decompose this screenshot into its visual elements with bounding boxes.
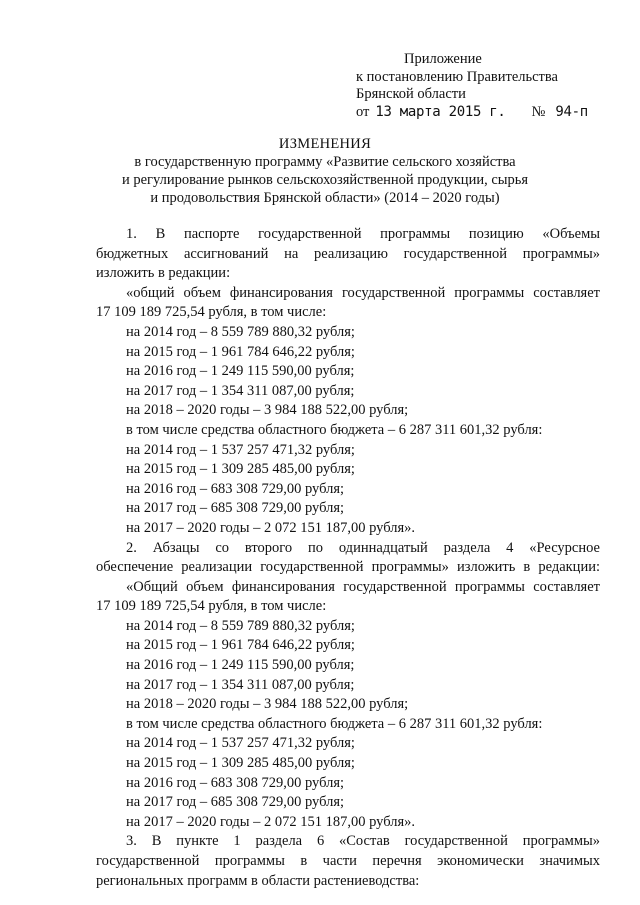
number-value: 94-п	[555, 103, 588, 120]
section-1-item: в том числе средства областного бюджета – 6 287 311 601,32 рубля:	[126, 421, 543, 438]
section-2-item: на 2017 год – 1 354 311 087,00 рубля;	[126, 676, 355, 693]
section-2-item: на 2018 – 2020 годы – 3 984 188 522,00 рубля;	[126, 696, 409, 713]
section-1-item: на 2015 год – 1 961 784 646,22 рубля;	[126, 343, 355, 360]
section-1-item: на 2015 год – 1 309 285 485,00 рубля;	[126, 461, 355, 478]
section-2-item: на 2016 год – 1 249 115 590,00 рубля;	[126, 657, 355, 674]
heading-line-1: в государственную программу «Развитие сельского хозяйства	[134, 154, 516, 170]
section-2-item: на 2015 год – 1 309 285 485,00 рубля;	[126, 755, 355, 772]
heading-title: ИЗМЕНЕНИЯ	[278, 136, 372, 152]
appendix-date-row	[356, 104, 626, 122]
section-2-item: на 2015 год – 1 961 784 646,22 рубля;	[126, 637, 355, 654]
section-3	[96, 832, 600, 891]
section-1	[96, 225, 600, 539]
document-body	[96, 225, 600, 891]
heading-line-3: и продовольствия Брянской области» (2014 – 2020 годы)	[150, 190, 500, 206]
section-2-item: на 2014 год – 8 559 789 880,32 рубля;	[126, 617, 355, 634]
section-2-item: на 2017 год – 685 308 729,00 рубля;	[126, 794, 345, 811]
section-1-lead-line-b: 17 109 189 725,54 рубля, в том числе:	[96, 304, 327, 321]
document-heading	[90, 135, 560, 207]
appendix-block	[356, 51, 626, 121]
section-1-item: на 2017 год – 1 354 311 087,00 рубля;	[126, 382, 355, 399]
date-prefix: от	[356, 103, 370, 120]
section-2-item: на 2017 – 2020 годы – 2 072 151 187,00 рубля».	[126, 813, 416, 830]
section-1-item: на 2014 год – 8 559 789 880,32 рубля;	[126, 323, 355, 340]
section-1-item: на 2014 год – 1 537 257 471,32 рубля;	[126, 441, 355, 458]
section-1-item: на 2017 год – 685 308 729,00 рубля;	[126, 500, 345, 517]
section-1-intro-line-b: бюджетных ассигнований на реализацию государственной программы»	[96, 245, 600, 262]
section-1-lead-line-a: «общий объем финансирования государственной программы составляет	[126, 284, 600, 301]
section-1-item: на 2016 год – 683 308 729,00 рубля;	[126, 480, 345, 497]
heading-line-2: и регулирование рынков сельскохозяйственной продукции, сырья	[121, 172, 529, 188]
section-1-item: на 2016 год – 1 249 115 590,00 рубля;	[126, 363, 355, 380]
section-1-item: на 2017 – 2020 годы – 2 072 151 187,00 рубля».	[126, 519, 416, 536]
section-1-item: на 2018 – 2020 годы – 3 984 188 522,00 рубля;	[126, 402, 409, 419]
section-3-intro-line-a: 3. В пункте 1 раздела 6 «Состав государственной программы»	[126, 833, 600, 850]
number-sign: №	[531, 103, 546, 120]
section-2	[96, 539, 600, 833]
section-2-lead-line-a: «Общий объем финансирования государственной программы составляет	[126, 578, 600, 595]
section-2-item: на 2016 год – 683 308 729,00 рубля;	[126, 774, 345, 791]
section-2-item: на 2014 год – 1 537 257 471,32 рубля;	[126, 735, 355, 752]
section-1-intro-line-a: 1. В паспорте государственной программы позицию «Объемы	[126, 226, 600, 242]
section-2-intro-line-a: 2. Абзацы со второго по одиннадцатый раздела 4 «Ресурсное	[126, 539, 600, 556]
section-2-item: в том числе средства областного бюджета – 6 287 311 601,32 рубля:	[126, 715, 543, 732]
appendix-title: Приложение	[404, 51, 482, 67]
section-3-intro-line-c: региональных программ в области растениеводства:	[96, 872, 420, 889]
appendix-line-decree: к постановлению Правительства	[356, 68, 558, 85]
section-1-intro-line-c: изложить в редакции:	[96, 265, 231, 282]
appendix-line-region: Брянской области	[356, 86, 466, 102]
section-2-lead-line-b: 17 109 189 725,54 рубля, в том числе:	[96, 598, 327, 615]
section-2-intro-line-b: обеспечение реализации государственной программы» изложить в редакции:	[96, 559, 600, 576]
date-value: 13 марта 2015 г.	[375, 103, 506, 120]
section-3-intro-line-b: государственной программы в части перечня экономически значимых	[96, 853, 600, 869]
